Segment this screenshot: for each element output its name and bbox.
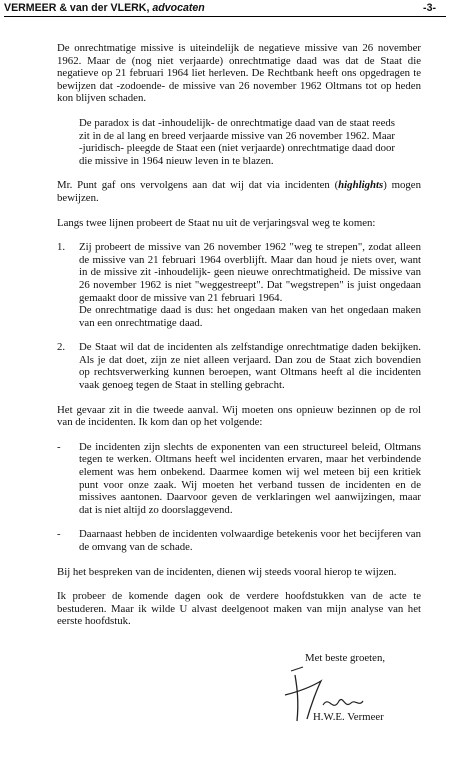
p3-text-a: Mr. Punt gaf ons vervolgens aan dat wij dat via incidenten ( <box>57 179 339 192</box>
paragraph-paradox: De paradox is dat -inhoudelijk- de onrechtmatige daad van de staat reeds zit in de al lang en breed verjaarde missive van 26 november 1962. Maar -juridisch- pleegde de Staat een (niet verjaarde) onrechtmatige daad door die missive in 1964 nieuw leven in te blazen. <box>79 116 395 167</box>
dash-list <box>57 441 421 554</box>
paragraph-5: Het gevaar zit in die tweede aanval. Wij moeten ons opnieuw bezinnen op de rol van de incidenten. Ik kom dan op het volgende: <box>57 403 421 429</box>
dash-item-2 <box>57 528 421 553</box>
paragraph-3 <box>57 179 421 204</box>
paragraph-4: Langs twee lijnen probeert de Staat nu uit de verjaringsval weg te komen: <box>57 216 376 229</box>
signer-name: H.W.E. Vermeer <box>313 710 384 723</box>
item-text-continued: De onrechtmatige daad is dus: het ongedaan maken van het ongedaan maken van een onrechtmatige daad. <box>79 304 421 329</box>
paragraph-1: De onrechtmatige missive is uiteindelijk de negatieve missive van 26 november 1962. Maar de (nog niet verjaarde) onrechtmatige daad was dat de Staat die negatieve op 21 februari 1964 liet herleven. De Rechtbank heeft ons opgedragen te bewijzen dat -zodoende- de missive van 26 november 1962 Oltmans tot op heden kon blijven schaden. <box>57 42 421 105</box>
item-text: Daarnaast hebben de incidenten volwaardige betekenis voor het becijferen van de omvang van de schade. <box>79 528 421 553</box>
numbered-item-2 <box>57 341 421 391</box>
letterhead <box>4 2 446 17</box>
p3-highlights: highlights <box>338 179 384 192</box>
firm-name-main: VERMEER & van der VLERK, <box>4 2 153 14</box>
numbered-list <box>57 241 421 392</box>
page-number: -3- <box>423 2 436 14</box>
p3-text-b: ) mogen bewijzen. <box>57 179 421 204</box>
closing-salutation: Met beste groeten, <box>305 651 386 664</box>
item-dash: - <box>57 440 61 453</box>
item-text: Zij probeert de missive van 26 november 1962 "weg te strepen", zodat alleen de missive van 21 februari 1964 overblijft. Maar dan houd je niets over, want in de missive zit -inhoudelijk- geen nieuwe onrechtmatigheid. De missive van 26 november 1962 is niet "weggestreept". Dat "wegstrepen" is juist ongedaan gemaakt door de missive van 21 februari 1964. <box>79 241 421 304</box>
firm-name-suffix: advocaten <box>152 2 205 14</box>
paragraph-7: Ik probeer de komende dagen ook de verdere hoofdstukken van de acte te bestuderen. Maar ik wilde U alvast deelgenoot maken van mijn analyse van het eerste hoofdstuk. <box>57 590 421 628</box>
firm-name <box>4 2 205 15</box>
item-number: 2. <box>57 341 66 354</box>
letter-body <box>57 42 421 729</box>
signature-block <box>257 665 421 729</box>
item-text: De Staat wil dat de incidenten als zelfstandige onrechtmatige daden bekijken. Als je dat doet, zijn ze niet alleen verjaard. Dan zou de Staat zich bovendien op rechtsverwerking kunnen beroepen, want Oltmans heeft al die incidenten vaak genoeg tegen de Staat in stelling gebracht. <box>79 341 421 392</box>
numbered-item-1 <box>57 241 421 329</box>
dash-item-1 <box>57 441 421 517</box>
item-dash: - <box>57 528 61 541</box>
paragraph-6: Bij het bespreken van de incidenten, dienen wij steeds vooral hierop te wijzen. <box>57 565 397 578</box>
item-text: De incidenten zijn slechts de exponenten van een structureel beleid, Oltmans tegen te werken. Oltmans heeft wel incidenten ervaren, maar het verbindende element was hem onbekend. Daarmee komen wij wel meteen bij een kritiek punt voor onze zaak. Wij moeten het verband tussen de incidenten en de missives aantonen. Daarvoor geven de verklaringen wel aanwijzingen, maar dat is niet altijd zo doorslaggevend. <box>79 440 421 516</box>
item-number: 1. <box>57 241 66 254</box>
